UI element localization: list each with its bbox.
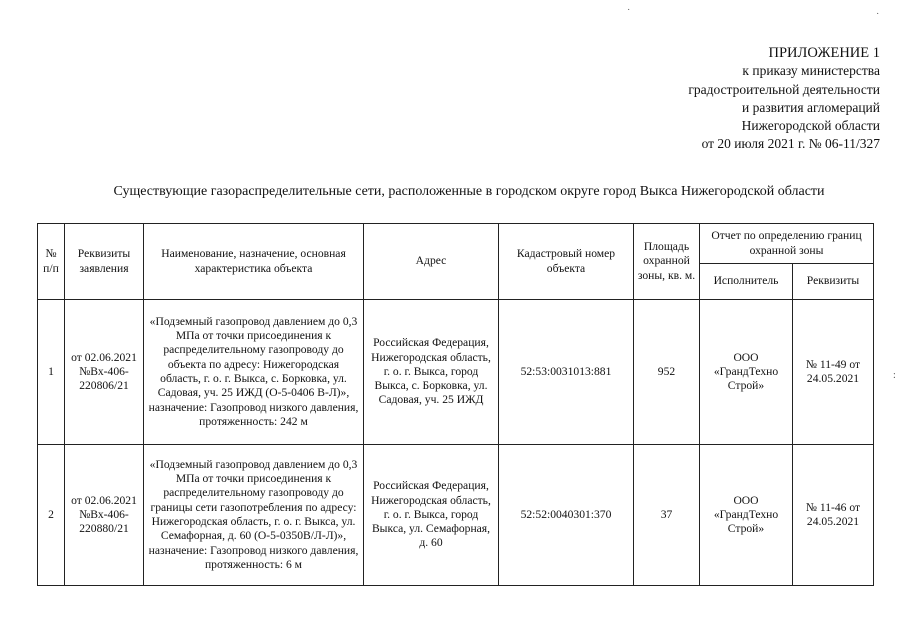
table-row xyxy=(38,300,874,445)
appendix-line: и развития агломераций xyxy=(741,99,880,115)
cell-executor: ООО «ГрандТехно Строй» xyxy=(700,445,793,586)
cell-request: от 02.06.2021 №Вх-406-220880/21 xyxy=(65,445,144,586)
appendix-line: к приказу министерства xyxy=(742,63,880,79)
header-num: № п/п xyxy=(38,224,65,300)
cell-name: «Подземный газопровод давлением до 0,3 МПа от точки присоединения к распределительному газопроводу до объекта по адресу: Нижегородская область, г. о. г. Выкса, с. Борковка, ул. Садовая, уч. 25 ИЖД (О-5-0406 В-Л)», назначение: Газопровод низкого давления, протяженность: 242 м xyxy=(144,300,364,445)
scan-speck: ˙ xyxy=(627,8,631,19)
header-cadastral: Кадастровый номер объекта xyxy=(499,224,634,300)
cell-details: № 11-49 от 24.05.2021 xyxy=(793,300,874,445)
table-row xyxy=(38,445,874,586)
cell-area: 37 xyxy=(634,445,700,586)
cell-cadastral: 52:53:0031013:881 xyxy=(499,300,634,445)
cell-address: Российская Федерация, Нижегородская область, г. о. г. Выкса, город Выкса, с. Борковка, ул. Садовая, уч. 25 ИЖД xyxy=(364,300,499,445)
header-report: Отчет по определению границ охранной зоны xyxy=(700,224,874,264)
appendix-header xyxy=(688,44,880,154)
header-name: Наименование, назначение, основная характеристика объекта xyxy=(144,224,364,300)
header-address: Адрес xyxy=(364,224,499,300)
header-executor: Исполнитель xyxy=(700,264,793,300)
cell-num: 2 xyxy=(38,445,65,586)
appendix-line: градостроительной деятельности xyxy=(688,81,880,97)
appendix-order-reference: от 20 июля 2021 г. № 06-11/327 xyxy=(701,136,880,152)
scan-speck: : xyxy=(893,370,896,381)
scan-speck: ˙ xyxy=(876,12,880,23)
document-title: Существующие газораспределительные сети, расположенные в городском округе город Выкса Нижегородской области xyxy=(113,184,825,199)
header-area: Площадь охранной зоны, кв. м. xyxy=(634,224,700,300)
cell-area: 952 xyxy=(634,300,700,445)
cell-executor: ООО «ГрандТехно Строй» xyxy=(700,300,793,445)
appendix-title: ПРИЛОЖЕНИЕ 1 xyxy=(768,45,880,61)
cell-num: 1 xyxy=(38,300,65,445)
appendix-line: Нижегородской области xyxy=(741,118,880,134)
gas-networks-table xyxy=(37,223,874,586)
cell-cadastral: 52:52:0040301:370 xyxy=(499,445,634,586)
header-details: Реквизиты xyxy=(793,264,874,300)
header-request: Реквизиты заявления xyxy=(65,224,144,300)
cell-address: Российская Федерация, Нижегородская область, г. о. г. Выкса, город Выкса, ул. Семафорная, д. 60 xyxy=(364,445,499,586)
cell-name: «Подземный газопровод давлением до 0,3 МПа от точки присоединения к распределительному газопроводу до границы сети газопотребления по адресу: Нижегородская область, г. о. г. Выкса, ул. Семафорная, д. 60 (О-5-0350В/Л-Л)», назначение: Газопровод низкого давления, протяженность: 6 м xyxy=(144,445,364,586)
cell-details: № 11-46 от 24.05.2021 xyxy=(793,445,874,586)
cell-request: от 02.06.2021 №Вх-406-220806/21 xyxy=(65,300,144,445)
table-header-row xyxy=(38,224,874,264)
